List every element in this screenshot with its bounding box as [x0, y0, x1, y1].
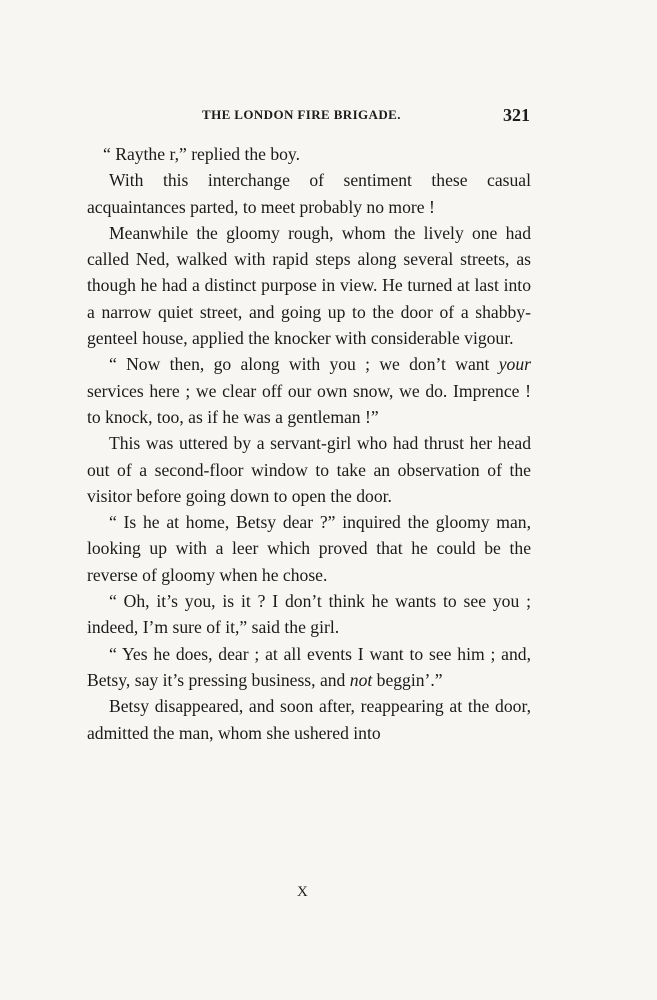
- signature-mark: X: [297, 884, 308, 900]
- emphasis-not: not: [349, 669, 373, 690]
- paragraph-now-then: [87, 351, 531, 430]
- paragraph-now-then-after: services here ; we clear off our own snow, we do. Imprence ! to knock, too, as if he was a gentleman !”: [87, 380, 531, 427]
- paragraph-yes-after: beggin’.”: [372, 669, 443, 690]
- paragraph-betsy-disappeared: Betsy disappeared, and soon after, reappearing at the door, admitted the man, whom she ushered into: [87, 696, 531, 743]
- paragraph-interchange: With this interchange of sentiment these casual acquaintances parted, to meet probably no more !: [87, 170, 531, 217]
- paragraph-betsy-dear: “ Is he at home, Betsy dear ?” inquired the gloomy man, looking up with a leer which proved that he could be the reverse of gloomy when he chose.: [87, 512, 531, 585]
- paragraph-meanwhile: Meanwhile the gloomy rough, whom the lively one had called Ned, walked with rapid steps along several streets, as though he had a distinct purpose in view. He turned at last into a narrow quiet street, and going up to the door of a shabby-genteel house, applied the knocker with considerable vigour.: [87, 222, 531, 349]
- paragraph-servant-girl: This was uttered by a servant-girl who had thrust her head out of a second-floor window to take an observation of the visitor before going down to open the door.: [87, 433, 531, 506]
- paragraph-raythe: “ Raythe r,” replied the boy.: [103, 144, 300, 164]
- paragraph-oh-its-you: “ Oh, it’s you, is it ? I don’t think he wants to see you ; indeed, I’m sure of it,” said the girl.: [87, 591, 531, 638]
- running-title: THE LONDON FIRE BRIGADE.: [202, 107, 401, 122]
- paragraph-yes-before: “ Yes he does, dear ; at all events I want to see him ; and, Betsy, say it’s pressing business, and: [87, 643, 531, 690]
- page-number: 321: [503, 105, 530, 125]
- running-head: [202, 100, 530, 130]
- body-text: [87, 141, 531, 746]
- emphasis-your: your: [498, 354, 531, 375]
- paragraph-yes-he-does: [87, 641, 531, 694]
- paragraph-now-then-before: “ Now then, go along with you ; we don’t want: [109, 354, 499, 375]
